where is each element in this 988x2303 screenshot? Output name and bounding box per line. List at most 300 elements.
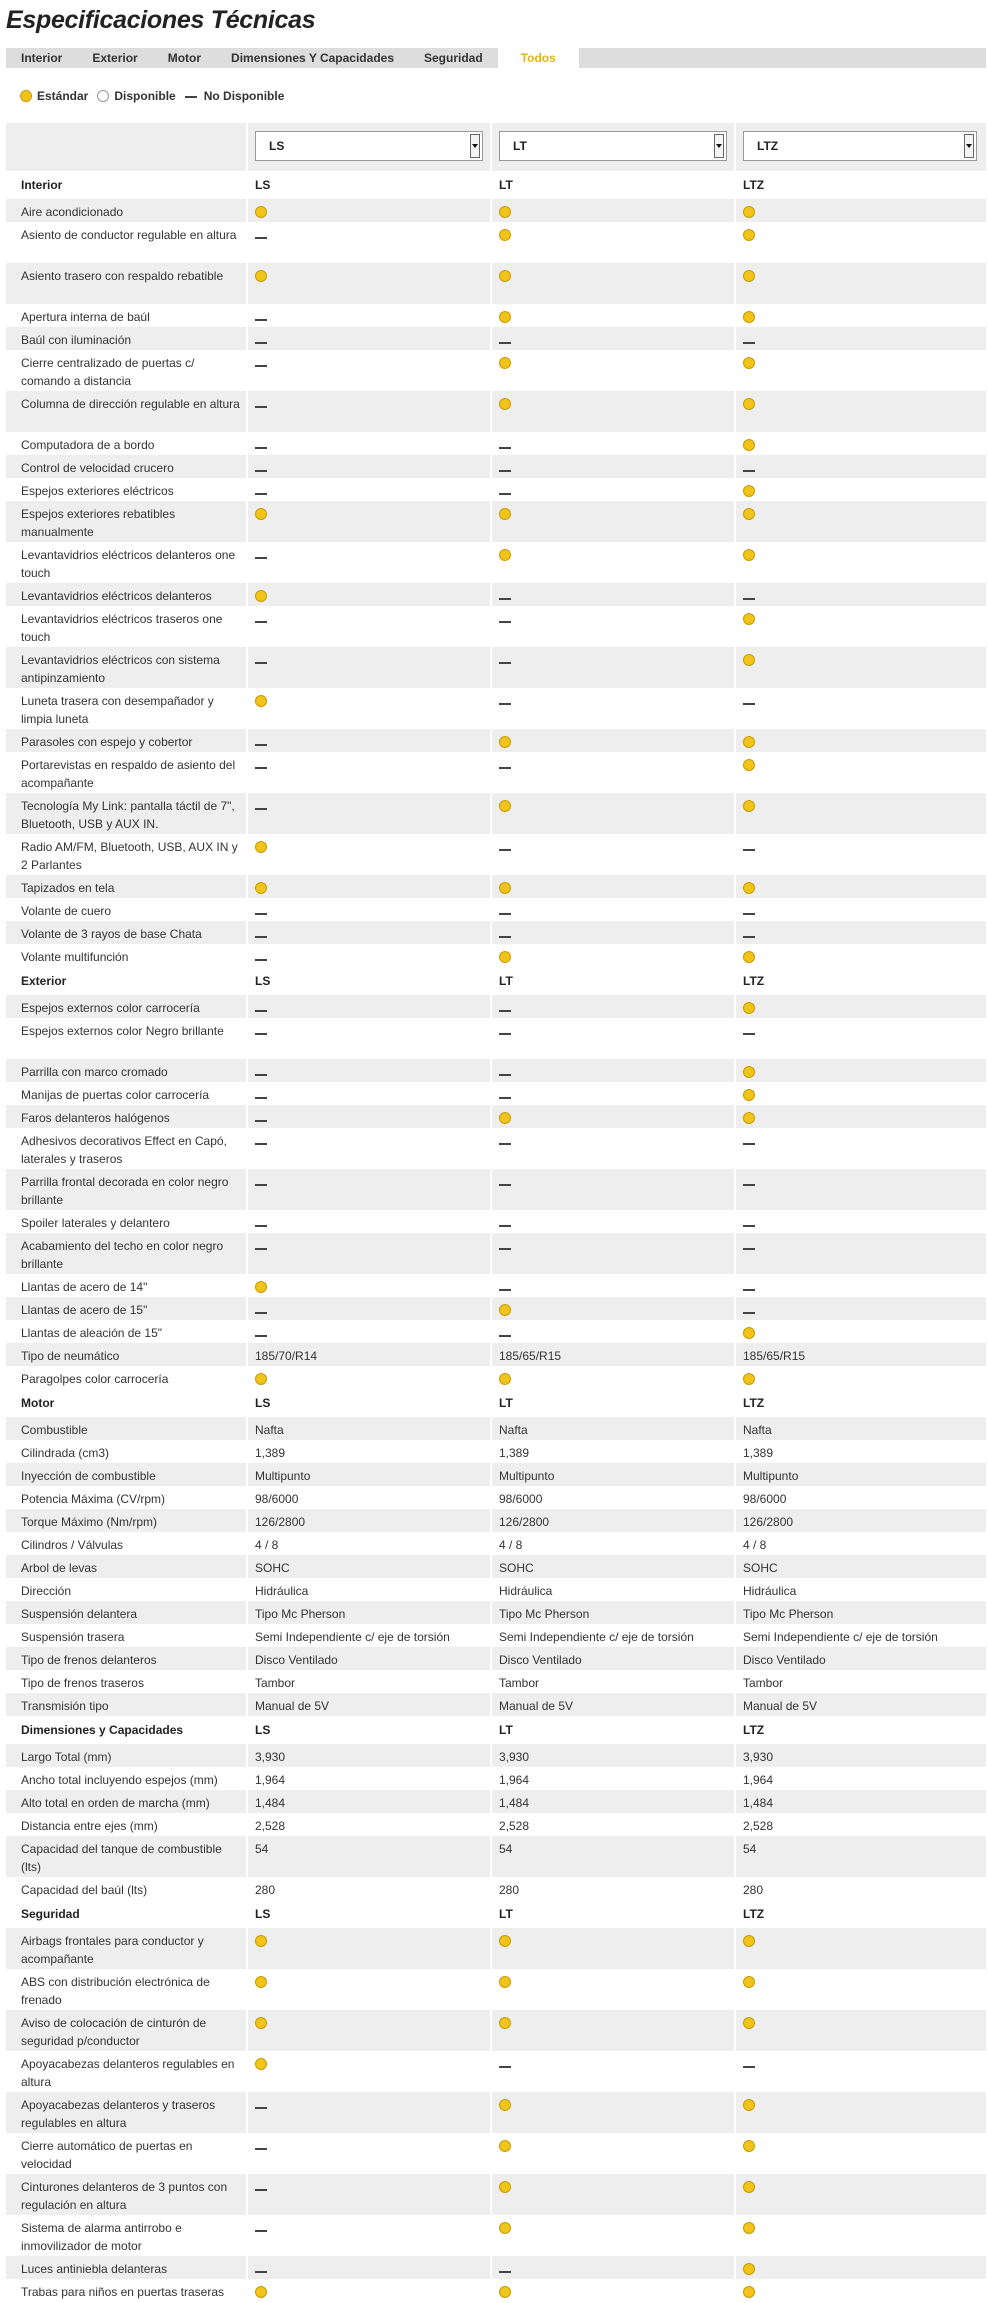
not-available-mark [743, 1024, 755, 1042]
standard-dot-icon [255, 841, 267, 853]
spec-value-cell [736, 1928, 984, 1969]
spec-value-cell [492, 1486, 736, 1509]
spec-value-cell [492, 478, 736, 501]
section-column-label: LS [248, 1389, 492, 1417]
spec-value: 98/6000 [743, 1492, 787, 1506]
not-available-dash-icon [743, 1184, 755, 1186]
spec-label: Paragolpes color carrocería [6, 1366, 248, 1389]
standard-mark [743, 733, 755, 751]
not-available-mark [255, 799, 267, 817]
spec-value-cell [736, 542, 984, 583]
spec-value-cell [736, 1440, 984, 1463]
standard-dot-icon [499, 1304, 511, 1316]
not-available-mark [499, 2262, 511, 2280]
not-available-dash-icon [255, 493, 267, 495]
standard-mark [743, 1932, 755, 1950]
spec-value-cell [736, 432, 984, 455]
spec-label: Combustible [6, 1417, 248, 1440]
not-available-mark [255, 1134, 267, 1152]
spec-row [6, 647, 986, 688]
spec-value-cell [736, 1210, 984, 1233]
spec-value-cell [248, 1018, 492, 1059]
tab-todos[interactable]: Todos [498, 48, 579, 68]
spec-value-cell [248, 752, 492, 793]
not-available-mark [499, 1280, 511, 1298]
not-available-dash-icon [255, 342, 267, 344]
standard-dot-icon [255, 270, 267, 282]
spec-value-cell [492, 2215, 736, 2256]
spec-value: 2,528 [255, 1819, 286, 1833]
standard-dot-icon [743, 2263, 755, 2275]
not-available-dash-icon [255, 808, 267, 810]
standard-dot-icon [743, 759, 755, 771]
standard-mark [499, 2137, 511, 2155]
spec-value: Manual de 5V [499, 1699, 574, 1713]
spec-value-cell [248, 2051, 492, 2092]
spec-value-cell [248, 478, 492, 501]
spec-value-cell [492, 2051, 736, 2092]
standard-mark [743, 308, 755, 326]
legend-available-label: Disponible [114, 89, 176, 103]
standard-mark [499, 879, 511, 897]
spec-value-cell [736, 1813, 984, 1836]
chevron-down-icon[interactable] [714, 134, 724, 158]
spec-row [6, 1082, 986, 1105]
spec-value-cell [736, 1578, 984, 1601]
standard-dot-icon [255, 508, 267, 520]
spec-value-cell [736, 995, 984, 1018]
spec-value-cell [492, 1233, 736, 1274]
standard-mark [499, 1973, 511, 1991]
spec-value-cell [492, 1555, 736, 1578]
standard-dot-icon [743, 2181, 755, 2193]
spec-value-cell [492, 263, 736, 304]
spec-value: 98/6000 [499, 1492, 543, 1506]
spec-value-cell [248, 1647, 492, 1670]
spec-value: Multipunto [499, 1469, 555, 1483]
spec-row [6, 2092, 986, 2133]
spec-value-cell [736, 606, 984, 647]
spec-value-cell [492, 1169, 736, 1210]
spec-value: SOHC [255, 1561, 290, 1575]
not-available-mark [255, 1065, 267, 1083]
tab-exterior[interactable]: Exterior [92, 51, 138, 65]
spec-row [6, 304, 986, 327]
not-available-dash-icon [255, 744, 267, 746]
spec-value-cell [736, 304, 984, 327]
spec-row [6, 391, 986, 432]
spec-value: Nafta [255, 1423, 284, 1437]
standard-mark [743, 546, 755, 564]
section-header-row [6, 1389, 986, 1417]
spec-value-cell [492, 2256, 736, 2279]
version-select-3[interactable] [743, 131, 977, 161]
spec-value-cell [492, 327, 736, 350]
spec-label: Airbags frontales para conductor y acompañante [6, 1928, 248, 1969]
tab-dimensiones[interactable]: Dimensiones Y Capacidades [231, 51, 394, 65]
spec-row [6, 1463, 986, 1486]
standard-dot-icon [743, 206, 755, 218]
not-available-dash-icon [255, 447, 267, 449]
spec-row [6, 1969, 986, 2010]
spec-value-cell [736, 1647, 984, 1670]
spec-value-cell [248, 1366, 492, 1389]
spec-value: Disco Ventilado [743, 1653, 826, 1667]
spec-label: Levantavidrios eléctricos traseros one touch [6, 606, 248, 647]
spec-value-cell [736, 1463, 984, 1486]
not-available-dash-icon [499, 1225, 511, 1227]
spec-label: Tipo de frenos delanteros [6, 1647, 248, 1670]
not-available-mark [255, 1024, 267, 1042]
spec-value-cell [248, 1767, 492, 1790]
not-available-mark [743, 1216, 755, 1234]
spec-value-cell [492, 1532, 736, 1555]
not-available-mark [255, 1216, 267, 1234]
version-select-1-value: LS [269, 139, 285, 153]
spec-label: Espejos externos color carrocería [6, 995, 248, 1018]
spec-value: 126/2800 [743, 1515, 794, 1529]
chevron-down-icon[interactable] [964, 134, 974, 158]
standard-dot-icon [743, 800, 755, 812]
not-available-mark [499, 1088, 511, 1106]
section-header-row [6, 1716, 986, 1744]
not-available-dash-icon [743, 1248, 755, 1250]
spec-value-cell [492, 199, 736, 222]
not-available-dash-icon [743, 2066, 755, 2068]
spec-label: Capacidad del baúl (lts) [6, 1877, 248, 1900]
not-available-dash-icon [499, 767, 511, 769]
not-available-dash-icon [255, 662, 267, 664]
spec-value: Tipo Mc Pherson [499, 1607, 590, 1621]
not-available-dash-icon [255, 1074, 267, 1076]
spec-row [6, 1128, 986, 1169]
standard-mark [499, 2178, 511, 2196]
not-available-dash-icon [743, 849, 755, 851]
spec-value-cell [736, 1018, 984, 1059]
spec-value-cell [248, 898, 492, 921]
spec-value-cell [492, 1601, 736, 1624]
spec-label: Luneta trasera con desempañador y limpia luneta [6, 688, 248, 729]
spec-value-cell [736, 2010, 984, 2051]
not-available-mark [499, 1216, 511, 1234]
spec-value-cell [248, 729, 492, 752]
section-column-label: LTZ [743, 1723, 765, 1737]
spec-label: Largo Total (mm) [6, 1744, 248, 1767]
version-select-1[interactable] [255, 131, 483, 161]
not-available-mark [743, 1280, 755, 1298]
not-available-dash-icon [499, 703, 511, 705]
spec-row [6, 944, 986, 967]
not-available-mark [743, 1303, 755, 1321]
standard-dot-icon [499, 1373, 511, 1385]
spec-value: 1,389 [255, 1446, 286, 1460]
spec-row [6, 2256, 986, 2279]
spec-value-cell [736, 1486, 984, 1509]
not-available-mark [499, 461, 511, 479]
spec-value-cell [492, 921, 736, 944]
not-available-mark [255, 484, 267, 502]
standard-mark [743, 395, 755, 413]
standard-dot-icon [255, 695, 267, 707]
spec-value-cell [736, 1082, 984, 1105]
spec-row [6, 1578, 986, 1601]
spec-value: 1,964 [255, 1773, 286, 1787]
standard-dot-icon [499, 311, 511, 323]
spec-value-cell [736, 688, 984, 729]
not-available-dash-icon [499, 1097, 511, 1099]
spec-value: Disco Ventilado [499, 1653, 582, 1667]
not-available-dash-icon [499, 1033, 511, 1035]
standard-dot-icon [255, 2058, 267, 2070]
spec-value-cell [248, 1601, 492, 1624]
spec-value-cell [248, 432, 492, 455]
spec-row [6, 875, 986, 898]
standard-mark [743, 203, 755, 221]
spec-label: Transmisión tipo [6, 1693, 248, 1716]
spec-value-cell [492, 222, 736, 263]
spec-value-cell [736, 1366, 984, 1389]
spec-label: Tapizados en tela [6, 875, 248, 898]
select-row-spacer [6, 123, 248, 171]
not-available-dash-icon [255, 1033, 267, 1035]
standard-dot-icon [499, 549, 511, 561]
spec-value-cell [736, 2279, 984, 2302]
spec-label: Portarevistas en respaldo de asiento del acompañante [6, 752, 248, 793]
spec-row [6, 995, 986, 1018]
spec-value-cell [492, 898, 736, 921]
standard-mark [499, 948, 511, 966]
spec-label: Trabas para niños en puertas traseras [6, 2279, 248, 2302]
standard-mark [743, 2014, 755, 2032]
spec-value-cell [492, 1440, 736, 1463]
spec-row [6, 1670, 986, 1693]
spec-value: 3,930 [743, 1750, 774, 1764]
spec-row [6, 478, 986, 501]
not-available-dash-icon [255, 1097, 267, 1099]
not-available-dash-icon [255, 1312, 267, 1314]
not-available-mark [499, 484, 511, 502]
spec-value-cell [736, 752, 984, 793]
spec-value-cell [736, 1555, 984, 1578]
standard-dot-icon [499, 398, 511, 410]
standard-mark [255, 267, 267, 285]
spec-label: Llantas de acero de 15" [6, 1297, 248, 1320]
spec-row [6, 263, 986, 304]
spec-value-cell [736, 1969, 984, 2010]
spec-label: ABS con distribución electrónica de frenado [6, 1969, 248, 2010]
not-available-mark [743, 1175, 755, 1193]
spec-label: Parrilla frontal decorada en color negro brillante [6, 1169, 248, 1210]
section-title: Motor [6, 1389, 248, 1417]
spec-value-cell [248, 1532, 492, 1555]
spec-value-cell [492, 1105, 736, 1128]
standard-dot-icon [255, 1373, 267, 1385]
tab-seguridad[interactable]: Seguridad [424, 51, 483, 65]
spec-value-cell [492, 1417, 736, 1440]
spec-value-cell [736, 2215, 984, 2256]
standard-dot-icon [255, 882, 267, 894]
spec-row [6, 1297, 986, 1320]
spec-row [6, 583, 986, 606]
spec-value-cell [736, 263, 984, 304]
version-select-2-value: LT [513, 139, 527, 153]
spec-value: 280 [499, 1883, 520, 1897]
spec-value-cell [492, 944, 736, 967]
standard-mark [743, 756, 755, 774]
spec-value-cell [248, 647, 492, 688]
not-available-dash-icon [499, 447, 511, 449]
legend-available [97, 89, 175, 103]
not-available-dash-icon [743, 1143, 755, 1145]
spec-value-cell [736, 921, 984, 944]
spec-row [6, 1343, 986, 1366]
standard-mark [743, 2219, 755, 2237]
not-available-dash-icon [255, 621, 267, 623]
standard-mark [743, 354, 755, 372]
spec-row [6, 1233, 986, 1274]
spec-value-cell [248, 793, 492, 834]
standard-dot-icon [255, 590, 267, 602]
spec-value: 126/2800 [255, 1515, 306, 1529]
standard-mark [743, 999, 755, 1017]
spec-label: Cierre automático de puertas en velocidad [6, 2133, 248, 2174]
spec-label: Espejos exteriores eléctricos [6, 478, 248, 501]
legend [20, 88, 293, 104]
spec-value: Hidráulica [743, 1584, 797, 1598]
spec-value-cell [492, 834, 736, 875]
standard-mark [743, 226, 755, 244]
section-column-label: LTZ [743, 974, 765, 988]
spec-value-cell [248, 1509, 492, 1532]
spec-value-cell [248, 1969, 492, 2010]
spec-value-cell [736, 2133, 984, 2174]
spec-value-cell [248, 1486, 492, 1509]
spec-value-cell [492, 1320, 736, 1343]
spec-value-cell [736, 1343, 984, 1366]
not-available-dash-icon [255, 1225, 267, 1227]
tab-motor[interactable]: Motor [167, 51, 202, 65]
spec-value-cell [248, 2256, 492, 2279]
spec-value: 126/2800 [499, 1515, 550, 1529]
tab-interior[interactable]: Interior [21, 51, 63, 65]
not-available-dash-icon [499, 1335, 511, 1337]
standard-mark [255, 203, 267, 221]
standard-mark [743, 1973, 755, 1991]
specs-table [6, 123, 986, 2302]
standard-mark [743, 2283, 755, 2301]
spec-row [6, 501, 986, 542]
spec-value: 98/6000 [255, 1492, 299, 1506]
section-column-label: LT [492, 967, 736, 995]
spec-value-cell [736, 327, 984, 350]
spec-value-cell [248, 501, 492, 542]
spec-label: Inyección de combustible [6, 1463, 248, 1486]
spec-label: Llantas de aleación de 15" [6, 1320, 248, 1343]
section-title: Exterior [6, 967, 248, 995]
spec-value-cell [736, 1233, 984, 1274]
standard-dot-icon [743, 2099, 755, 2111]
spec-label: Alto total en orden de marcha (mm) [6, 1790, 248, 1813]
spec-value-cell [248, 455, 492, 478]
legend-standard [20, 89, 88, 103]
spec-label: Control de velocidad crucero [6, 455, 248, 478]
spec-row [6, 455, 986, 478]
spec-label: Tipo de neumático [6, 1343, 248, 1366]
section-column-label: LTZ [743, 178, 765, 192]
not-available-dash-icon [255, 2271, 267, 2273]
spec-value: Tipo Mc Pherson [255, 1607, 346, 1621]
not-available-dash-icon [499, 342, 511, 344]
spec-row [6, 1440, 986, 1463]
spec-row [6, 1210, 986, 1233]
standard-mark [499, 395, 511, 413]
spec-value-cell [492, 875, 736, 898]
spec-value-cell [248, 1343, 492, 1366]
section-column-label: LT [492, 171, 736, 199]
not-available-mark [499, 589, 511, 607]
spec-label: Manijas de puertas color carrocería [6, 1082, 248, 1105]
spec-value: 54 [255, 1842, 269, 1856]
standard-dot-icon [255, 206, 267, 218]
spec-value: 1,389 [743, 1446, 774, 1460]
spec-label: Aire acondicionado [6, 199, 248, 222]
chevron-down-icon[interactable] [470, 134, 480, 158]
standard-dot-icon [743, 2286, 755, 2298]
not-available-mark [499, 1134, 511, 1152]
spec-value-cell [736, 1877, 984, 1900]
standard-dot-icon [743, 736, 755, 748]
spec-label: Spoiler laterales y delantero [6, 1210, 248, 1233]
spec-value-cell [736, 1836, 984, 1877]
not-available-dash-icon [255, 936, 267, 938]
spec-label: Parasoles con espejo y cobertor [6, 729, 248, 752]
standard-mark [499, 2283, 511, 2301]
not-available-mark [255, 2098, 267, 2116]
not-available-dash-icon [255, 1010, 267, 1012]
spec-value-cell [736, 478, 984, 501]
section-title: Seguridad [6, 1900, 248, 1928]
spec-value-cell [492, 1128, 736, 1169]
not-available-mark [255, 356, 267, 374]
spec-value-cell [248, 1105, 492, 1128]
standard-dot-icon [743, 1327, 755, 1339]
spec-value-cell [248, 2133, 492, 2174]
spec-value: Manual de 5V [255, 1699, 330, 1713]
standard-mark [499, 308, 511, 326]
spec-value-cell [248, 304, 492, 327]
version-select-2[interactable] [499, 131, 727, 161]
spec-value: Tambor [499, 1676, 540, 1690]
standard-mark [499, 546, 511, 564]
spec-value-cell [736, 2051, 984, 2092]
not-available-mark [255, 2262, 267, 2280]
spec-value-cell [492, 583, 736, 606]
page-title: Especificaciones Técnicas [6, 6, 316, 34]
standard-mark [255, 2283, 267, 2301]
not-available-dash-icon [743, 1033, 755, 1035]
spec-value: Semi Independiente c/ eje de torsión [255, 1630, 450, 1644]
standard-mark [255, 505, 267, 523]
standard-dot-icon [499, 2286, 511, 2298]
not-available-mark [743, 927, 755, 945]
spec-value-cell [248, 1417, 492, 1440]
not-available-dash-icon [743, 1225, 755, 1227]
spec-value: Tipo Mc Pherson [743, 1607, 834, 1621]
spec-label: Capacidad del tanque de combustible (lts) [6, 1836, 248, 1877]
standard-dot-icon [743, 2222, 755, 2234]
spec-value: 185/70/R14 [255, 1349, 318, 1363]
section-column-label: LTZ [743, 1907, 765, 1921]
